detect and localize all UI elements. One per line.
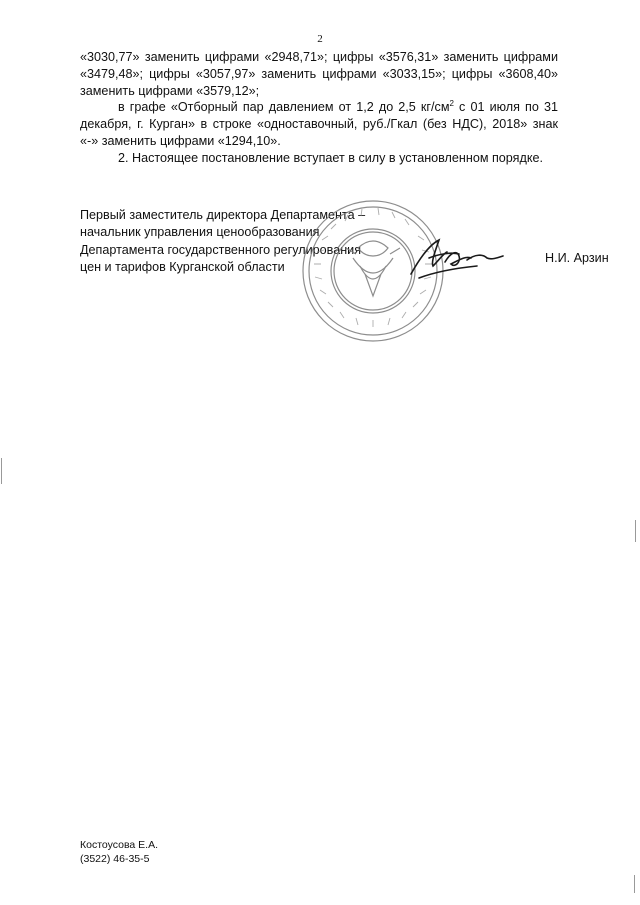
- executor-block: [80, 838, 158, 866]
- handwritten-signature: [405, 234, 510, 284]
- page-number: 2: [317, 33, 323, 45]
- signer-title-line-1: Первый заместитель директора Департамента –: [80, 208, 366, 222]
- signer-name: Н.И. Арзин: [545, 251, 609, 265]
- paragraph-text-end: с 01 июля по 31 декабря, г. Курган» в строке «одноставочный, руб./Гкал (без НДС), 2018» знак «-» заменить цифрами «1294,10».: [80, 100, 558, 148]
- signer-title-line-2: начальник управления ценообразования: [80, 225, 320, 240]
- paragraph-replacements: «3030,77» заменить цифрами «2948,71»; цифры «3576,31» заменить цифрами «3479,48»; цифры «3057,97» заменить цифрами «3033,15»; цифры «3608,40» заменить цифрами «3579,12»;: [80, 50, 558, 98]
- superscript: 2: [449, 99, 454, 109]
- document-body: [80, 49, 558, 167]
- scan-edge-mark: [634, 875, 635, 893]
- paragraph-effective: 2. Настоящее постановление вступает в силу в установленном порядке.: [118, 150, 543, 165]
- scan-edge-mark: [1, 458, 2, 484]
- scan-edge-mark: [635, 520, 636, 542]
- paragraph-selected-steam: [80, 99, 558, 149]
- signer-title-line-4: цен и тарифов Курганской области: [80, 260, 285, 275]
- executor-phone: (3522) 46-35-5: [80, 853, 150, 865]
- paragraph-text-start: в графе «Отборный пар давлением от 1,2 до 2,5 кг/см: [118, 100, 450, 115]
- signer-title-line-3: Департамента государственного регулирования: [80, 242, 362, 257]
- executor-name: Костоусова Е.А.: [80, 839, 159, 851]
